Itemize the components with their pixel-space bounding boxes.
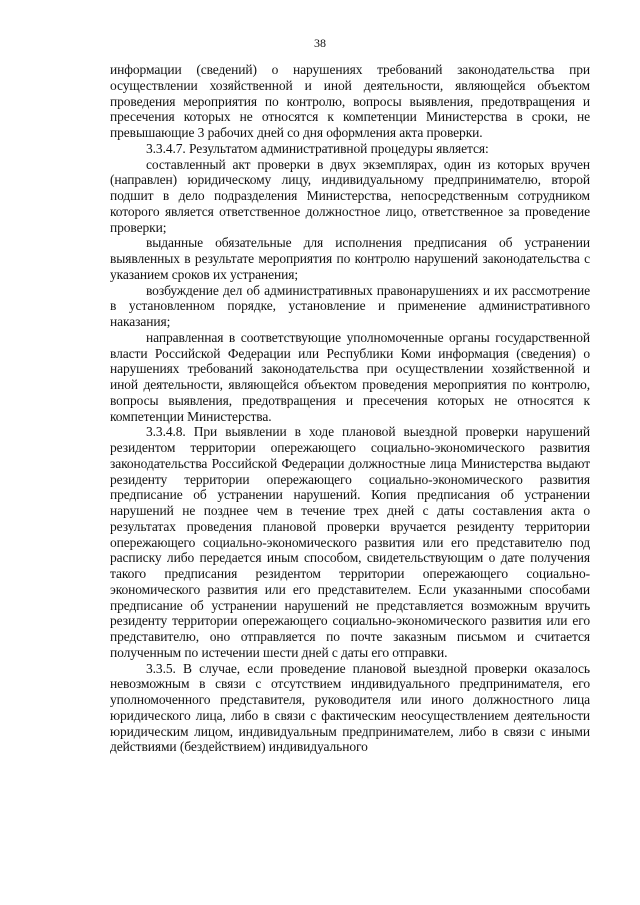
paragraph-administrative-cases: возбуждение дел об административных правонарушениях и их рассмотрение в установленном порядке, установление и применение административного наказания; [110,282,590,329]
paragraph-3-3-4-7: 3.3.4.7. Результатом административной процедуры является: [146,140,489,156]
paragraph-continuation: информации (сведений) о нарушениях требований законодательства при осуществлении хозяйственной и иной деятельности, являющейся объектом проведения мероприятия по контролю, вопросы выявления, предотвращения и пресечения которых не относятся к компетенции Министерства в сроки, не превышающие 3 рабочих дней со дня оформления акта проверки. [110,62,590,140]
page-number: 38 [314,36,326,50]
paragraph-information-sent: направленная в соответствующие уполномоченные органы государственной власти Российской Федерации или Республики Коми информация (сведения) о нарушениях требований законодательства при осуществлении хозяйственной и иной деятельности, являющейся объектом проведения мероприятия по контролю, вопросы выявления, предотвращения и пресечения которых не относятся к компетенции Министерства. [110,329,590,424]
paragraph-3-3-5: 3.3.5. В случае, если проведение плановой выездной проверки оказалось невозможным в связи с отсутствием индивидуального предпринимателя, его уполномоченного представителя, руководителя или иного должностного лица юридического лица, либо в связи с фактическим неосуществлением деятельности юридическим лицом, индивидуальным предпринимателем, либо в связи с иными действиями (бездействием) индивидуального [110,660,590,755]
paragraph-act-result: составленный акт проверки в двух экземплярах, один из которых вручен (направлен) юридическому лицу, индивидуальному предпринимателю, второй подшит в дело подразделения Министерства, непосредственным сотрудником которого является ответственное должностное лицо, ответственное за проведение проверки; [110,156,590,235]
paragraph-3-3-4-8: 3.3.4.8. При выявлении в ходе плановой выездной проверки нарушений резидентом территории опережающего социально-экономического развития законодательства Российской Федерации должностные лица Министерства выдают резиденту территории опережающего социально-экономического развития предписание об устранении нарушений. Копия предписания об устранении нарушений не позднее чем в течение трех дней с даты составления акта о результатах проведения плановой проверки вручается резиденту территории опережающего социально-экономического развития или его представителю под расписку либо передается иным способом, свидетельствующим о дате получения такого предписания резидентом территории опережающего социально-экономического развития или его представителем. Если указанными способами предписание об устранении нарушений не представляется возможным вручить резиденту территории опережающего социально-экономического развития или его представителю, оно отправляется по почте заказным письмом и считается полученным по истечении шести дней с даты его отправки. [110,424,590,660]
paragraph-prescriptions-result: выданные обязательные для исполнения предписания об устранении выявленных в результате мероприятия по контролю нарушений законодательства с указанием сроков их устранения; [110,235,590,282]
document-body [110,62,590,755]
